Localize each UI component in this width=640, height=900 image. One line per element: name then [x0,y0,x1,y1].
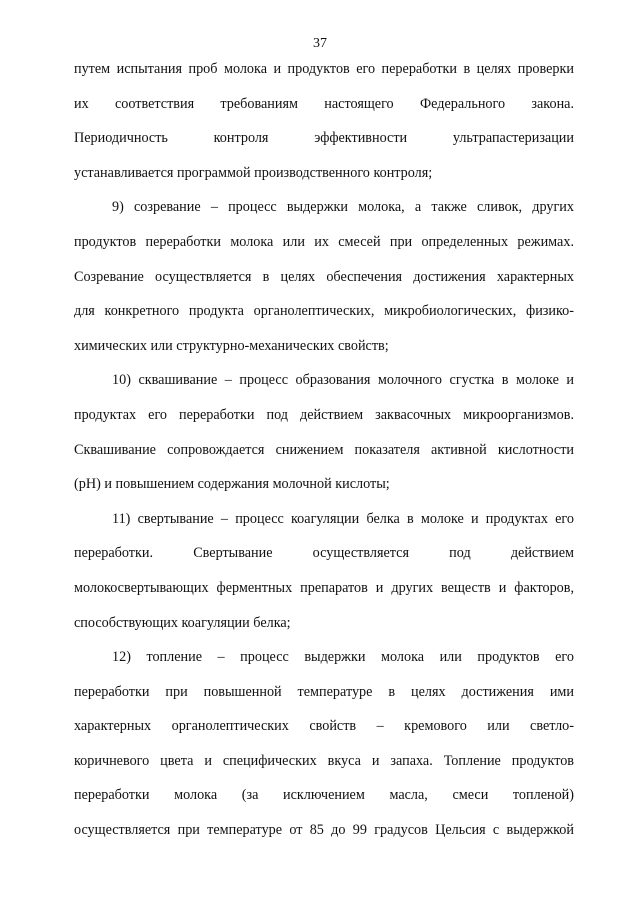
text-line: характерных органолептических свойств – кремового или светло- [74,718,574,735]
text-line: путем испытания проб молока и продуктов его переработки в целях проверки [74,61,574,77]
text-line: химических или структурно-механических свойств; [74,337,389,354]
paragraph-9-start: 9) созревание – процесс выдержки молока, а также сливок, других [112,199,574,216]
text-line: переработки при повышенной температуре в целях достижения ими [74,683,574,700]
text-line: устанавливается программой производственного контроля; [74,164,433,181]
body-text [74,52,574,848]
page-number: 37 [313,36,327,51]
paragraph-11-start: 11) свертывание – процесс коагуляции белка в молоке и продуктах его [112,510,574,527]
text-line: переработки молока (за исключением масла, смеси топленой) [74,787,574,804]
text-line: Созревание осуществляется в целях обеспечения достижения характерных [74,268,574,285]
text-line: (pH) и повышением содержания молочной кислоты; [74,476,390,493]
text-line: молокосвертывающих ферментных препаратов и других веществ и факторов, [74,579,574,596]
paragraph-12-start: 12) топление – процесс выдержки молока или продуктов его [112,649,574,666]
text-line: их соответствия требованиям настоящего Федерального закона. [74,95,574,112]
text-line: Периодичность контроля эффективности ультрапастеризации [74,130,574,147]
text-line: коричневого цвета и специфических вкуса и запаха. Топление продуктов [74,752,574,769]
text-line: переработки. Свертывание осуществляется под действием [74,545,574,562]
paragraph-10-start: 10) сквашивание – процесс образования молочного сгустка в молоке и [112,372,574,389]
text-line: продуктах его переработки под действием заквасочных микроорганизмов. [74,406,574,423]
text-line: способствующих коагуляции белка; [74,614,291,631]
text-line: Сквашивание сопровождается снижением показателя активной кислотности [74,441,574,458]
text-line: для конкретного продукта органолептических, микробиологических, физико- [74,303,574,320]
text-line: осуществляется при температуре от 85 до 99 градусов Цельсия с выдержкой [74,822,574,839]
text-line: продуктов переработки молока или их смесей при определенных режимах. [74,233,574,250]
